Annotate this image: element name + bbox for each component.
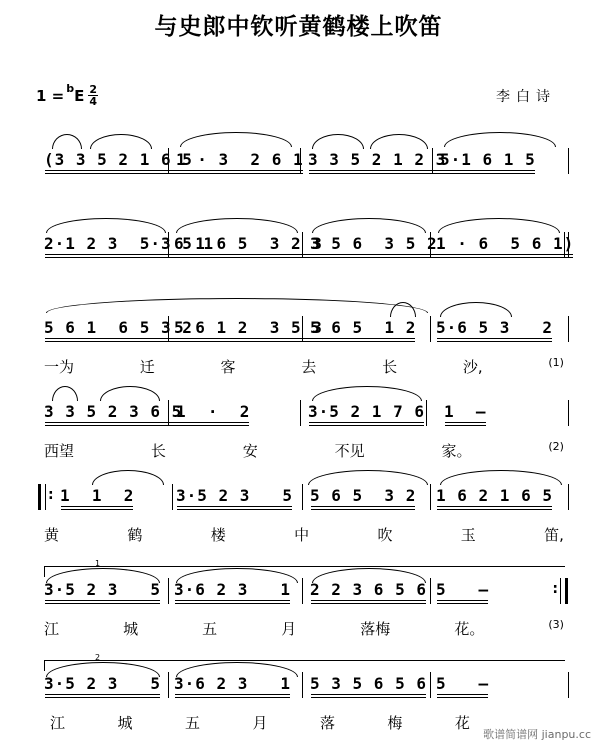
bar-line xyxy=(302,316,303,342)
measure: 3 5 6 3 5 2 xyxy=(310,234,438,253)
measure: 5·1 6 1 5 xyxy=(440,150,536,169)
phrase-slur xyxy=(46,298,428,313)
slur xyxy=(312,386,422,401)
slur xyxy=(52,134,82,149)
bar-line xyxy=(568,672,569,698)
bar-line xyxy=(568,484,569,510)
measure: 1 · 2 xyxy=(176,402,251,421)
notes-row xyxy=(0,578,597,604)
measure: 3·5 2 3 5 xyxy=(176,486,293,505)
measure: 1 · 6 5 6 1) xyxy=(436,234,575,253)
notes-row xyxy=(0,400,597,426)
lyric: 鹤 xyxy=(127,526,143,544)
slur xyxy=(308,470,428,485)
bar-line xyxy=(430,672,431,698)
lyric: 迁 xyxy=(139,358,155,376)
slur xyxy=(370,134,428,149)
footnote-marker: (1) xyxy=(548,356,564,369)
bar-line xyxy=(168,400,169,426)
time-signature xyxy=(88,84,98,107)
site-watermark: 歌谱简谱网 jianpu.cc xyxy=(483,728,591,741)
lyric: 五 xyxy=(202,620,218,638)
bar-line xyxy=(430,578,431,604)
lyric: 落梅 xyxy=(360,620,391,638)
measure: 5·6 5 3 2 xyxy=(436,318,553,337)
bar-line xyxy=(302,232,303,258)
measure: 3·5 2 3 5 xyxy=(44,674,161,693)
lyric: 城 xyxy=(123,620,139,638)
bar-line xyxy=(302,484,303,510)
footnote-marker: (2) xyxy=(548,440,564,453)
measure: 3 3 5 2 1 2 3 xyxy=(308,150,447,169)
lyric: 长 xyxy=(382,358,398,376)
lyrics-row xyxy=(44,440,564,461)
slur xyxy=(52,386,78,401)
notes-row xyxy=(0,316,597,342)
double-bar-line xyxy=(564,232,569,258)
lyrics-row xyxy=(44,618,564,639)
lyric: 月 xyxy=(252,714,268,732)
bar-line xyxy=(300,400,301,426)
bar-line xyxy=(168,232,169,258)
bar-line xyxy=(172,484,173,510)
measure: 3 3 5 2 3 6 5 xyxy=(44,402,183,421)
slur xyxy=(444,132,556,147)
slur xyxy=(90,134,152,149)
lyrics-row xyxy=(44,356,564,377)
measure: 6 1 6 5 3 2 3 xyxy=(174,234,323,253)
slur xyxy=(180,132,292,147)
volta-number: 1 xyxy=(95,559,101,568)
lyrics-row xyxy=(50,712,470,733)
notes-row xyxy=(0,672,597,698)
measure: 3·5 2 1 7 6 xyxy=(308,402,425,421)
meter-bottom: 4 xyxy=(89,95,98,108)
bar-line xyxy=(302,578,303,604)
measure: 2·1 2 3 5·3 5 1 xyxy=(44,234,215,253)
bar-line xyxy=(430,316,431,342)
lyric: 黄 xyxy=(44,526,60,544)
lyric: 月 xyxy=(281,620,297,638)
measure: 5 6 1 6 5 3 2 xyxy=(44,318,193,337)
lyric: 中 xyxy=(294,526,310,544)
measure: 3·5 2 3 5 xyxy=(44,580,161,599)
measure: 5 3 5 6 5 6 xyxy=(310,674,427,693)
bar-line xyxy=(430,232,431,258)
key-prefix: 1 = xyxy=(36,86,65,105)
bar-line xyxy=(168,672,169,698)
lyric: 落 xyxy=(319,714,335,732)
measure: 5 – xyxy=(436,580,490,599)
lyricist: 李白诗 xyxy=(496,89,556,105)
slur xyxy=(440,302,512,317)
measure: 1 · 3 2 6 1 xyxy=(176,150,304,169)
measure: 3·6 2 3 1 xyxy=(174,580,291,599)
lyric: 客 xyxy=(220,358,236,376)
lyric: 梅 xyxy=(387,714,403,732)
lyric: 吹 xyxy=(377,526,393,544)
flat-sign: b xyxy=(66,82,75,95)
notes-row xyxy=(0,148,597,174)
slur xyxy=(100,386,160,401)
measure: 5 6 5 1 2 xyxy=(310,318,417,337)
bar-line xyxy=(568,400,569,426)
bar-line xyxy=(168,148,169,174)
measure: 1 1 2 xyxy=(60,486,135,505)
bar-line xyxy=(168,316,169,342)
lyric: 沙, xyxy=(462,358,483,376)
key-signature xyxy=(36,84,98,107)
measure: 5 6 5 3 2 xyxy=(310,486,417,505)
slur xyxy=(176,218,298,233)
lyrics-row xyxy=(44,524,564,545)
slur xyxy=(312,218,426,233)
bar-line xyxy=(300,148,301,174)
lyric: 江 xyxy=(44,620,60,638)
notes-row xyxy=(0,484,597,510)
repeat-start xyxy=(38,484,46,510)
key-note: E xyxy=(74,86,85,105)
measure: 1 6 2 1 6 5 xyxy=(436,486,553,505)
lyric: 花 xyxy=(454,714,470,732)
lyric: 去 xyxy=(301,358,317,376)
measure: (3 3 5 2 1 6 5 xyxy=(44,150,193,169)
measure: 3·6 2 3 1 xyxy=(174,674,291,693)
lyric: 江 xyxy=(50,714,66,732)
measure: 1 – xyxy=(444,402,487,421)
lyric: 花。 xyxy=(454,620,485,638)
measure: 5 6 1 2 3 5 3 xyxy=(174,318,323,337)
lyric: 笛, xyxy=(544,526,564,544)
slur xyxy=(92,470,164,485)
volta-number: 2 xyxy=(95,653,101,662)
measure: 5 – xyxy=(436,674,490,693)
slur xyxy=(440,470,562,485)
bar-line xyxy=(426,400,427,426)
bar-line xyxy=(432,148,433,174)
bar-line xyxy=(302,672,303,698)
measure: 2 2 3 6 5 6 xyxy=(310,580,427,599)
meter-top: 2 xyxy=(89,83,98,96)
lyric: 家。 xyxy=(441,442,472,460)
footnote-marker: (3) xyxy=(548,618,564,631)
lyric: 西望 xyxy=(44,442,75,460)
lyric: 一为 xyxy=(44,358,75,376)
lyric: 楼 xyxy=(210,526,226,544)
notes-row xyxy=(0,232,597,258)
lyric: 不见 xyxy=(334,442,365,460)
bar-line xyxy=(568,148,569,174)
song-title: 与史郎中钦听黄鹤楼上吹笛 xyxy=(154,14,443,40)
slur xyxy=(438,218,560,233)
lyric: 长 xyxy=(150,442,166,460)
slur xyxy=(46,218,166,233)
bar-line xyxy=(568,316,569,342)
bar-line xyxy=(168,578,169,604)
lyric: 安 xyxy=(242,442,258,460)
bar-line xyxy=(430,484,431,510)
lyric: 城 xyxy=(117,714,133,732)
repeat-end xyxy=(560,578,568,604)
lyric: 玉 xyxy=(460,526,476,544)
lyric: 五 xyxy=(184,714,200,732)
slur xyxy=(312,134,364,149)
